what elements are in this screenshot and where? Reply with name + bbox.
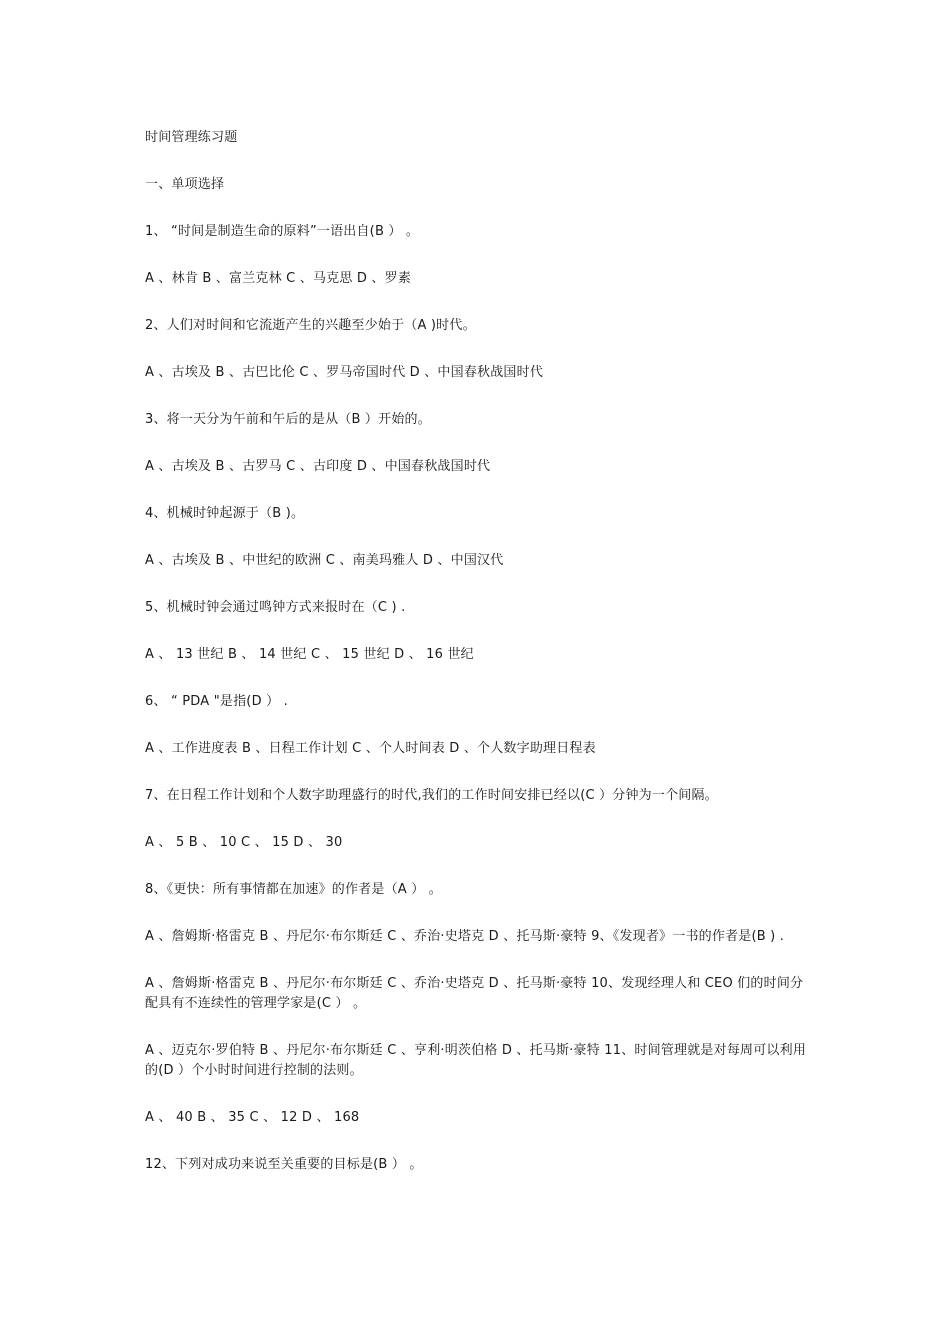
document-body xyxy=(145,128,810,1175)
options-7: A 、 5 B 、 10 C 、 15 D 、 30 xyxy=(145,835,343,850)
options-6: A 、工作进度表 B 、日程工作计划 C 、个人时间表 D 、个人数字助理日程表 xyxy=(145,741,596,756)
options-8-question-9: A 、詹姆斯·格雷克 B 、丹尼尔·布尔斯廷 C 、乔治·史塔克 D 、托马斯·豪特 9、《发现者》一书的作者是(B ) . xyxy=(145,929,785,944)
options-4: A 、古埃及 B 、中世纪的欧洲 C 、南美玛雅人 D 、中国汉代 xyxy=(145,553,504,568)
question-12: 12、下列对成功来说至关重要的目标是(B ） 。 xyxy=(145,1157,423,1172)
question-5: 5、机械时钟会通过鸣钟方式来报时在（C ) . xyxy=(145,600,406,615)
question-3: 3、将一天分为午前和午后的是从（B ）开始的。 xyxy=(145,412,431,427)
options-1: A 、林肯 B 、富兰克林 C 、马克思 D 、罗素 xyxy=(145,271,412,286)
question-8: 8、《更快：所有事情都在加速》的作者是（A ） 。 xyxy=(145,882,442,897)
options-2: A 、古埃及 B 、古巴比伦 C 、罗马帝国时代 D 、中国春秋战国时代 xyxy=(145,365,544,380)
question-7: 7、在日程工作计划和个人数字助理盛行的时代,我们的工作时间安排已经以(C ）分钟为一个间隔。 xyxy=(145,788,718,803)
options-9-question-10: A 、詹姆斯·格雷克 B 、丹尼尔·布尔斯廷 C 、乔治·史塔克 D 、托马斯·豪特 10、发现经理人和 CEO 们的时间分配具有不连续性的管理学家是(C ） 。 xyxy=(145,976,804,1011)
question-6: 6、 “ PDA "是指(D ） . xyxy=(145,694,288,709)
question-2: 2、人们对时间和它流逝产生的兴趣至少始于（A )时代。 xyxy=(145,318,476,333)
question-4: 4、机械时钟起源于（B )。 xyxy=(145,506,305,521)
document-title: 时间管理练习题 xyxy=(145,130,238,145)
section-heading: 一、单项选择 xyxy=(145,177,225,192)
options-10-question-11: A 、迈克尔·罗伯特 B 、丹尼尔·布尔斯廷 C 、亨利·明茨伯格 D 、托马斯·豪特 11、时间管理就是对每周可以利用的(D ）个小时时间进行控制的法则。 xyxy=(145,1043,807,1078)
options-11: A 、 40 B 、 35 C 、 12 D 、 168 xyxy=(145,1110,360,1125)
question-1: 1、 “时间是制造生命的原料”一语出自(B ） 。 xyxy=(145,224,420,239)
options-3: A 、古埃及 B 、古罗马 C 、古印度 D 、中国春秋战国时代 xyxy=(145,459,491,474)
options-5: A 、 13 世纪 B 、 14 世纪 C 、 15 世纪 D 、 16 世纪 xyxy=(145,647,474,662)
